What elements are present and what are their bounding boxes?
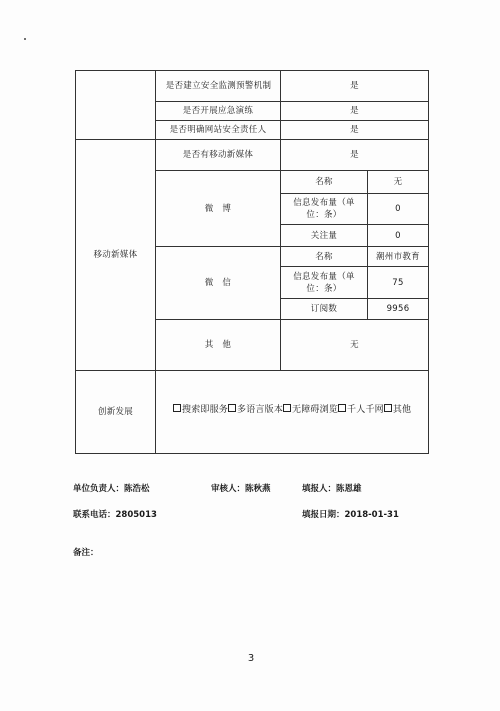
- checkbox-personalized[interactable]: [338, 404, 346, 412]
- responsible-label: 是否明确网站安全责任人: [169, 125, 267, 135]
- weibo-followers-value: 0: [395, 230, 401, 241]
- drill-value: 是: [350, 106, 359, 116]
- wechat-subscribers-label: 订阅数: [310, 304, 338, 314]
- filler: 填报人：陈恩雄: [302, 484, 362, 494]
- contact-phone: 联系电话：2805013: [73, 510, 157, 520]
- remarks-label: 备注：: [73, 548, 99, 558]
- has-mobile-media-label: 是否有移动新媒体: [182, 150, 254, 160]
- unit-head: 单位负责人：陈浩松: [73, 484, 150, 494]
- wechat-posts-label: 信息发布量（单位：条）: [293, 271, 355, 294]
- weibo-followers-label: 关注量: [310, 230, 338, 241]
- other-media-label: 其 他: [204, 340, 232, 350]
- warning-mechanism-value: 是: [350, 81, 359, 91]
- checkbox-other[interactable]: [384, 404, 392, 412]
- option-search-service: 搜索即服务: [182, 404, 229, 415]
- wechat-label: 微 信: [204, 278, 232, 288]
- option-multilingual: 多语言版本: [237, 404, 284, 415]
- responsible-value: 是: [350, 125, 359, 135]
- option-personalized: 千人千网: [347, 404, 384, 415]
- innovation-options: [173, 399, 429, 417]
- checkbox-multilingual[interactable]: [228, 404, 236, 412]
- weibo-name-label: 名称: [315, 177, 333, 187]
- weibo-name-value: 无: [393, 177, 403, 187]
- reviewer: 审核人：陈秋燕: [211, 484, 271, 494]
- mobile-media-section-label: 移动新媒体: [93, 250, 138, 260]
- weibo-posts-value: 0: [395, 204, 401, 214]
- table-border: [428, 70, 429, 454]
- option-accessibility: 无障碍浏览: [292, 404, 339, 415]
- page-number: 3: [247, 653, 255, 664]
- table-border: [75, 453, 429, 454]
- checkbox-search-service[interactable]: [173, 404, 181, 412]
- wechat-name-label: 名称: [315, 251, 333, 262]
- has-mobile-media-value: 是: [350, 150, 359, 160]
- weibo-label: 微 博: [204, 203, 232, 214]
- wechat-subscribers-value: 9956: [386, 304, 410, 314]
- wechat-name-value: 潮州市教育: [375, 251, 420, 262]
- report-date: 填报日期：2018-01-31: [302, 510, 399, 520]
- drill-label: 是否开展应急演练: [182, 106, 254, 116]
- innovation-section-label: 创新发展: [97, 407, 134, 417]
- option-other: 其他: [392, 404, 412, 415]
- warning-mechanism-label: 是否建立安全监测预警机制: [165, 81, 272, 91]
- scan-speck: [24, 38, 26, 40]
- checkbox-accessibility[interactable]: [283, 404, 291, 412]
- wechat-posts-value: 75: [392, 277, 404, 288]
- report-table: [75, 70, 429, 454]
- weibo-posts-label: 信息发布量（单位：条）: [293, 198, 355, 220]
- other-media-value: 无: [350, 340, 359, 350]
